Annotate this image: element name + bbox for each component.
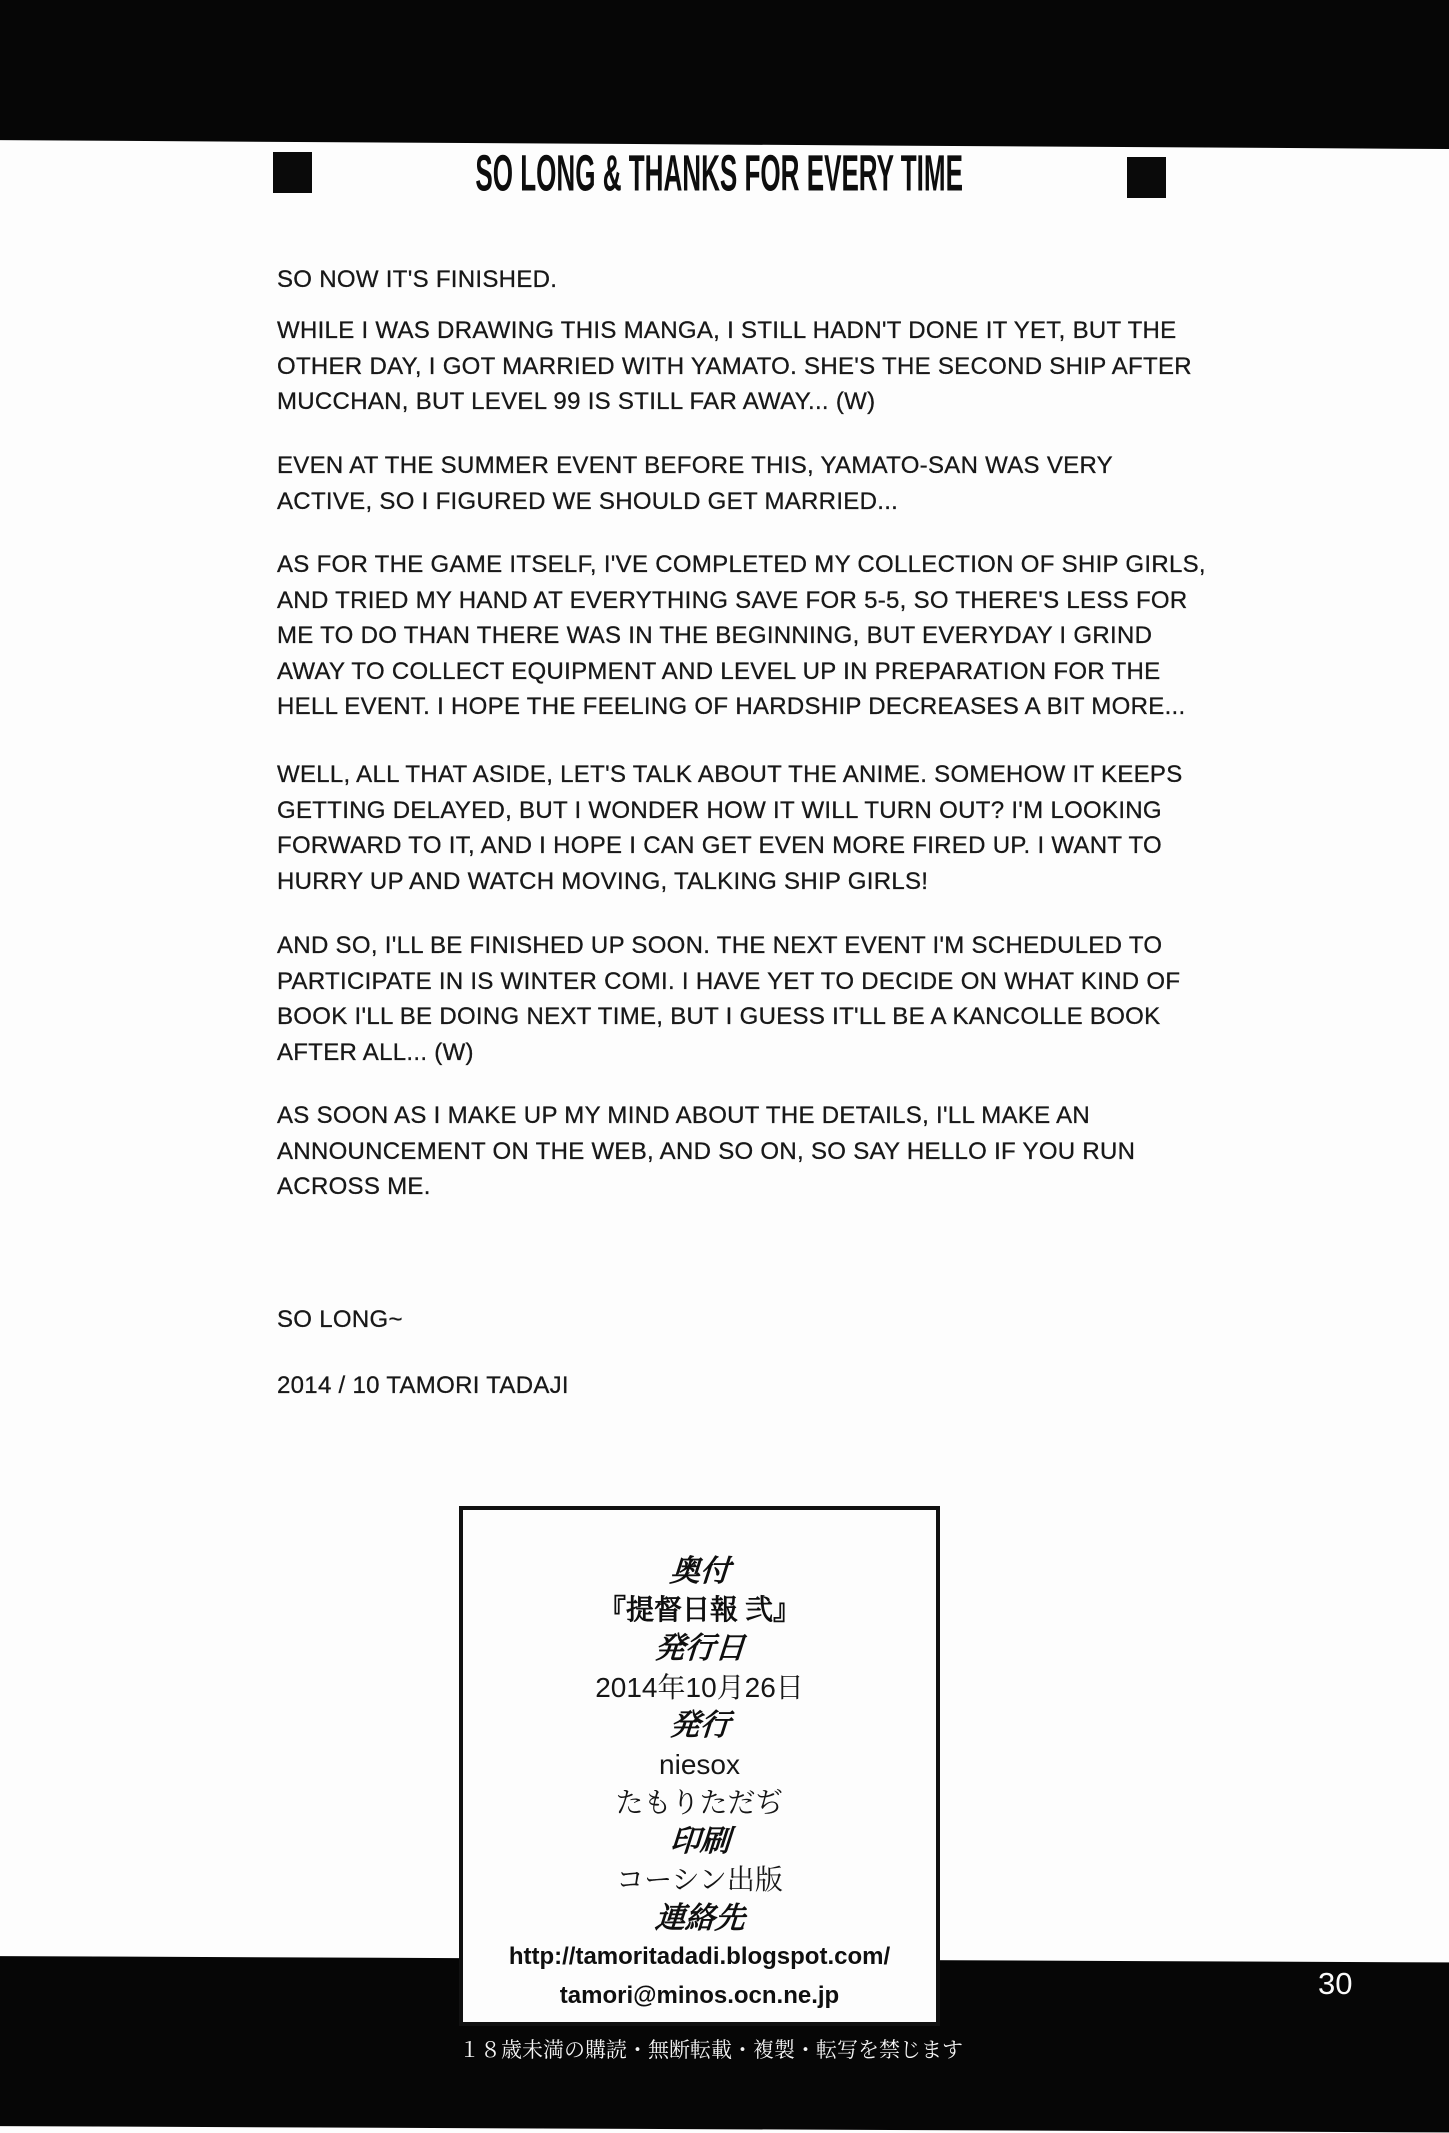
afterword-paragraph [277,1098,1135,1205]
colophon-heading-text: 印刷 [668,1824,731,1858]
signoff-text: SO LONG~ [277,1306,403,1333]
afterword-paragraph [277,448,1113,519]
signoff [277,1302,403,1338]
page-title-wrap [312,143,1127,205]
colophon-heading-text: 発行 [668,1709,731,1742]
title-left-square [273,152,312,193]
page-number: 30 [1318,1966,1353,2001]
afterword-line: AND SO, I'LL BE FINISHED UP SOON. THE NEXT EVENT I'M SCHEDULED TO [277,932,1163,959]
age-restriction-notice: １８歳未満の購読・無断転載・複製・転写を禁じます [459,2039,963,2062]
colophon-author-name: たもりただぢ [615,1787,784,1818]
page-title: SO LONG & THANKS FOR EVERY TIME [475,144,964,202]
afterword-line: AFTER ALL... (W) [277,1038,474,1066]
afterword-line: ACROSS ME. [277,1173,431,1200]
afterword-line: MUCCHAN, BUT LEVEL 99 IS STILL FAR AWAY... (W) [277,388,876,415]
afterword-paragraph [277,928,1180,1070]
colophon-heading [463,1553,936,1592]
colophon-heading [463,1707,936,1746]
afterword-line: HURRY UP AND WATCH MOVING, TALKING SHIP GIRLS! [277,867,929,895]
afterword-line: WELL, ALL THAT ASIDE, LET'S TALK ABOUT THE ANIME. SOMEHOW IT KEEPS [277,761,1183,788]
afterword-paragraph [277,262,557,298]
afterword-line: OTHER DAY, I GOT MARRIED WITH YAMATO. SHE'S THE SECOND SHIP AFTER [277,352,1192,380]
colophon-website-url: http://tamoritadadi.blogspot.com/ [508,1943,891,1970]
afterword-line: AND TRIED MY HAND AT EVERYTHING SAVE FOR 5-5, SO THERE'S LESS FOR [277,586,1188,614]
afterword-line: SO NOW IT'S FINISHED. [277,266,558,293]
afterword-paragraph [277,547,1206,725]
colophon-email: tamori@minos.ocn.ne.jp [559,1981,840,2009]
afterword-paragraph [277,757,1183,899]
colophon-heading [463,1900,936,1939]
afterword-line: AS SOON AS I MAKE UP MY MIND ABOUT THE DETAILS, I'LL MAKE AN [277,1102,1091,1129]
afterword-line: HELL EVENT. I HOPE THE FEELING OF HARDSHIP DECREASES A BIT MORE... [277,693,1186,720]
colophon-book-title [463,1592,936,1631]
afterword-line: WHILE I WAS DRAWING THIS MANGA, I STILL HADN'T DONE IT YET, BUT THE [277,317,1177,344]
date-credit-text: 2014 / 10 TAMORI TADAJI [277,1372,569,1399]
colophon-circle-name: niesox [659,1748,740,1780]
afterword-line: PARTICIPATE IN IS WINTER COMI. I HAVE YET TO DECIDE ON WHAT KIND OF [277,967,1181,995]
colophon-book-title-text: 『提督日報 弐』 [597,1594,801,1626]
colophon-heading [463,1630,936,1669]
title-right-square [1127,157,1166,198]
colophon-heading [463,1823,936,1862]
afterword-line: ME TO DO THAN THERE WAS IN THE BEGINNING, BUT EVERYDAY I GRIND [277,622,1153,649]
afterword-line: GETTING DELAYED, BUT I WONDER HOW IT WILL TURN OUT? I'M LOOKING [277,796,1162,824]
afterword-line: AS FOR THE GAME ITSELF, I'VE COMPLETED MY COLLECTION OF SHIP GIRLS, [277,551,1206,578]
afterword-line: EVEN AT THE SUMMER EVENT BEFORE THIS, YAMATO-SAN WAS VERY [277,452,1113,479]
colophon-heading-text: 発行日 [653,1632,746,1665]
afterword-line: AWAY TO COLLECT EQUIPMENT AND LEVEL UP IN PREPARATION FOR THE [277,657,1161,685]
afterword-line: FORWARD TO IT, AND I HOPE I CAN GET EVEN MORE FIRED UP. I WANT TO [277,832,1162,859]
afterword-line: ANNOUNCEMENT ON THE WEB, AND SO ON, SO SAY HELLO IF YOU RUN [277,1137,1136,1165]
colophon-heading-text: 連絡先 [653,1901,746,1935]
colophon-printer-name: コーシン出版 [616,1864,783,1895]
top-black-bar [0,0,1449,149]
date-credit [277,1368,569,1404]
afterword-paragraph [277,313,1192,420]
afterword-line: ACTIVE, SO I FIGURED WE SHOULD GET MARRIED... [277,487,899,515]
colophon-heading-text: 奥付 [668,1555,731,1588]
colophon-publish-date: 2014年10月26日 [595,1671,804,1703]
colophon-box [459,1506,940,2026]
afterword-line: BOOK I'LL BE DOING NEXT TIME, BUT I GUESS IT'LL BE A KANCOLLE BOOK [277,1003,1161,1030]
